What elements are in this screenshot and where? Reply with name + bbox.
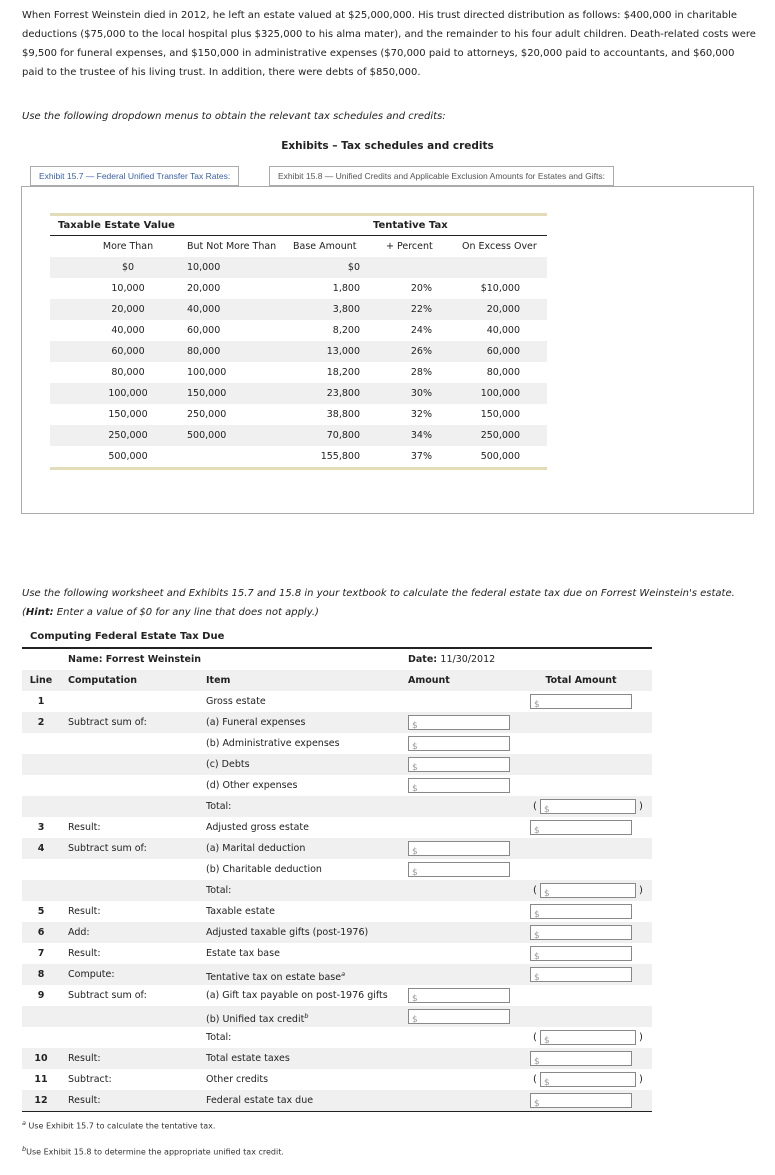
amount-input[interactable] bbox=[408, 988, 510, 1003]
cell-excess-over: 500,000 bbox=[480, 451, 520, 462]
amount-input[interactable] bbox=[408, 715, 510, 730]
computation-label: Result: bbox=[68, 948, 101, 959]
item-label bbox=[206, 1090, 313, 1111]
cell-not-more-than: 40,000 bbox=[187, 304, 221, 315]
cell-more-than: 150,000 bbox=[108, 409, 148, 420]
worksheet-row bbox=[22, 838, 652, 859]
computation-label: Subtract sum of: bbox=[68, 717, 147, 728]
cell-percent: 24% bbox=[410, 325, 432, 336]
cell-more-than: 100,000 bbox=[108, 388, 148, 399]
worksheet-row bbox=[22, 817, 652, 838]
cell-percent: 32% bbox=[410, 409, 432, 420]
rate-table-header-group bbox=[50, 216, 547, 235]
dollar-sign: $ bbox=[412, 742, 418, 752]
cell-excess-over: 250,000 bbox=[480, 430, 520, 441]
header-tentative-tax: Tentative Tax bbox=[373, 220, 448, 231]
item-text: (a) Gift tax payable on post-1976 gifts bbox=[206, 990, 388, 1001]
dropdown-instruction: Use the following dropdown menus to obtain the relevant tax schedules and credits: bbox=[22, 111, 446, 122]
close-paren: ) bbox=[639, 801, 643, 812]
dollar-sign: $ bbox=[544, 889, 550, 899]
rate-row bbox=[50, 383, 547, 404]
amount-input[interactable] bbox=[408, 757, 510, 772]
dollar-sign: $ bbox=[534, 952, 540, 962]
header-taxable-estate: Taxable Estate Value bbox=[58, 220, 175, 231]
item-label bbox=[206, 754, 250, 775]
item-text: (b) Administrative expenses bbox=[206, 738, 340, 749]
dollar-sign: $ bbox=[544, 1036, 550, 1046]
worksheet-row bbox=[22, 922, 652, 943]
dollar-sign: $ bbox=[412, 868, 418, 878]
rate-rows bbox=[50, 257, 547, 467]
worksheet-row bbox=[22, 1090, 652, 1111]
cell-excess-over: 20,000 bbox=[486, 304, 520, 315]
item-label bbox=[206, 943, 280, 964]
dollar-sign: $ bbox=[534, 931, 540, 941]
item-text: Total: bbox=[206, 885, 232, 896]
close-paren: ) bbox=[639, 885, 643, 896]
cell-base-amount: 70,800 bbox=[326, 430, 360, 441]
amount-input[interactable] bbox=[408, 862, 510, 877]
cell-not-more-than: 80,000 bbox=[187, 346, 221, 357]
amount-input[interactable] bbox=[408, 841, 510, 856]
header-item: Item bbox=[206, 675, 231, 686]
name-label: Name: Forrest Weinstein bbox=[68, 654, 202, 665]
cell-excess-over: 60,000 bbox=[486, 346, 520, 357]
cell-excess-over: $10,000 bbox=[480, 283, 520, 294]
item-text: Adjusted taxable gifts (post-1976) bbox=[206, 927, 369, 938]
dollar-sign: $ bbox=[412, 721, 418, 731]
cell-base-amount: 38,800 bbox=[326, 409, 360, 420]
cell-more-than: $0 bbox=[121, 262, 135, 273]
line-number: 6 bbox=[37, 927, 45, 938]
line-number: 9 bbox=[37, 990, 45, 1001]
item-text: Adjusted gross estate bbox=[206, 822, 309, 833]
amount-input[interactable] bbox=[408, 778, 510, 793]
cell-more-than: 40,000 bbox=[111, 325, 145, 336]
cell-base-amount: 13,000 bbox=[326, 346, 360, 357]
footnote-b-text: Use Exhibit 15.8 to determine the appropriate unified tax credit. bbox=[26, 1147, 284, 1157]
footnote-marker: a bbox=[341, 970, 346, 978]
worksheet-row bbox=[22, 880, 652, 901]
line-number: 4 bbox=[37, 843, 45, 854]
cell-more-than: 250,000 bbox=[108, 430, 148, 441]
worksheet-row bbox=[22, 754, 652, 775]
total-amount-input[interactable] bbox=[530, 904, 632, 919]
worksheet-row bbox=[22, 712, 652, 733]
item-text: Gross estate bbox=[206, 696, 266, 707]
worksheet-name-row bbox=[22, 649, 652, 670]
footnote-b-mark: b bbox=[22, 1145, 27, 1153]
cell-percent: 37% bbox=[410, 451, 432, 462]
dollar-sign: $ bbox=[544, 1078, 550, 1088]
dollar-sign: $ bbox=[544, 805, 550, 815]
cell-percent: 20% bbox=[410, 283, 432, 294]
cell-excess-over: 80,000 bbox=[486, 367, 520, 378]
computation-label: Compute: bbox=[68, 969, 115, 980]
subtracted-total-input[interactable] bbox=[540, 883, 636, 898]
cell-base-amount: 155,800 bbox=[320, 451, 360, 462]
footnote-b bbox=[22, 1145, 284, 1157]
computation-label: Subtract sum of: bbox=[68, 843, 147, 854]
line-number: 8 bbox=[37, 969, 45, 980]
item-label bbox=[206, 796, 231, 817]
item-label bbox=[206, 880, 231, 901]
cell-more-than: 500,000 bbox=[108, 451, 148, 462]
item-label bbox=[206, 775, 297, 796]
cell-more-than: 60,000 bbox=[111, 346, 145, 357]
worksheet-row bbox=[22, 1006, 652, 1027]
date-value: 11/30/2012 bbox=[440, 654, 496, 665]
subtracted-total-input[interactable] bbox=[540, 799, 636, 814]
subtracted-total-input[interactable] bbox=[540, 1072, 636, 1087]
item-label bbox=[206, 1027, 231, 1048]
dollar-sign: $ bbox=[534, 826, 540, 836]
cell-not-more-than: 20,000 bbox=[187, 283, 221, 294]
item-label bbox=[206, 859, 322, 880]
open-paren: ( bbox=[533, 885, 537, 896]
computation-label: Result: bbox=[68, 1095, 101, 1106]
footnote-marker: b bbox=[304, 1012, 309, 1020]
dollar-sign: $ bbox=[534, 1099, 540, 1109]
header-more-than: More Than bbox=[102, 241, 154, 252]
open-paren: ( bbox=[533, 801, 537, 812]
table-bottom-rule bbox=[50, 467, 547, 470]
open-paren: ( bbox=[533, 1074, 537, 1085]
dollar-sign: $ bbox=[412, 763, 418, 773]
dollar-sign: $ bbox=[412, 784, 418, 794]
footnote-a bbox=[22, 1119, 215, 1131]
total-amount-input[interactable] bbox=[530, 1093, 632, 1108]
cell-not-more-than: 500,000 bbox=[187, 430, 227, 441]
date-label bbox=[408, 649, 495, 670]
line-number: 7 bbox=[37, 948, 45, 959]
tab-exhibit-15-7[interactable]: Exhibit 15.7 — Federal Unified Transfer Tax Rates: bbox=[30, 166, 239, 186]
item-text: Tentative tax on estate base bbox=[206, 972, 342, 984]
line-number: 5 bbox=[37, 906, 45, 917]
item-text: (b) Unified tax credit bbox=[206, 1014, 305, 1026]
worksheet-row bbox=[22, 1069, 652, 1090]
hint-label: Hint: bbox=[25, 607, 54, 618]
rate-row bbox=[50, 446, 547, 467]
total-amount-input[interactable] bbox=[530, 946, 632, 961]
cell-not-more-than: 250,000 bbox=[187, 409, 227, 420]
worksheet-header-row bbox=[22, 670, 652, 691]
open-paren: ( bbox=[533, 1032, 537, 1043]
dollar-sign: $ bbox=[534, 1057, 540, 1067]
computation-label: Subtract sum of: bbox=[68, 990, 147, 1001]
dollar-sign: $ bbox=[412, 847, 418, 857]
footnote-a-mark: a bbox=[22, 1119, 26, 1127]
total-amount-input[interactable] bbox=[530, 967, 632, 982]
rate-row bbox=[50, 404, 547, 425]
cell-percent: 34% bbox=[410, 430, 432, 441]
dollar-sign: $ bbox=[534, 910, 540, 920]
footnote-a-text: Use Exhibit 15.7 to calculate the tentative tax. bbox=[25, 1121, 216, 1131]
cell-not-more-than: 150,000 bbox=[187, 388, 227, 399]
header-excess-over: On Excess Over bbox=[462, 241, 537, 252]
cell-percent: 30% bbox=[410, 388, 432, 399]
cell-excess-over: 100,000 bbox=[480, 388, 520, 399]
line-number: 11 bbox=[34, 1074, 48, 1085]
date-label-text: Date: bbox=[408, 654, 438, 665]
cell-base-amount: $0 bbox=[347, 262, 360, 273]
rate-table-column-headers bbox=[50, 235, 547, 257]
item-label bbox=[206, 901, 275, 922]
close-paren: ) bbox=[639, 1032, 643, 1043]
header-base-amount: Base Amount bbox=[293, 241, 357, 252]
computation-label: Result: bbox=[68, 906, 101, 917]
amount-input[interactable] bbox=[408, 1009, 510, 1024]
item-text: Taxable estate bbox=[206, 906, 275, 917]
item-text: (b) Charitable deduction bbox=[206, 864, 322, 875]
item-text: Federal estate tax due bbox=[206, 1095, 314, 1106]
worksheet-row bbox=[22, 943, 652, 964]
item-label bbox=[206, 1048, 290, 1069]
item-label bbox=[206, 712, 305, 733]
header-line: Line bbox=[29, 675, 53, 686]
worksheet-row bbox=[22, 901, 652, 922]
rate-row bbox=[50, 425, 547, 446]
dollar-sign: $ bbox=[534, 700, 540, 710]
tab-exhibit-15-8[interactable]: Exhibit 15.8 — Unified Credits and Applicable Exclusion Amounts for Estates and Gifts: bbox=[269, 166, 614, 186]
worksheet-instruction bbox=[22, 584, 757, 622]
cell-base-amount: 3,800 bbox=[332, 304, 360, 315]
worksheet-row bbox=[22, 1027, 652, 1048]
worksheet-row bbox=[22, 796, 652, 817]
header-percent: + Percent bbox=[386, 241, 433, 252]
worksheet-row bbox=[22, 691, 652, 712]
dollar-sign: $ bbox=[412, 994, 418, 1004]
cell-not-more-than: 100,000 bbox=[187, 367, 227, 378]
close-paren: ) bbox=[639, 1074, 643, 1085]
worksheet-row bbox=[22, 775, 652, 796]
header-not-more-than: But Not More Than bbox=[187, 241, 277, 252]
item-text: Total estate taxes bbox=[206, 1053, 290, 1064]
header-amount: Amount bbox=[408, 675, 450, 686]
cell-excess-over: 150,000 bbox=[480, 409, 520, 420]
rate-row bbox=[50, 320, 547, 341]
item-text: (c) Debts bbox=[206, 759, 250, 770]
computation-label: Result: bbox=[68, 1053, 101, 1064]
worksheet-row bbox=[22, 964, 652, 985]
item-label bbox=[206, 691, 266, 712]
cell-base-amount: 8,200 bbox=[332, 325, 360, 336]
item-text: Other credits bbox=[206, 1074, 269, 1085]
exhibits-title: Exhibits – Tax schedules and credits bbox=[281, 140, 494, 152]
cell-more-than: 20,000 bbox=[111, 304, 145, 315]
item-text: (d) Other expenses bbox=[206, 780, 298, 791]
cell-percent: 26% bbox=[410, 346, 432, 357]
line-number: 10 bbox=[34, 1053, 48, 1064]
cell-base-amount: 18,200 bbox=[326, 367, 360, 378]
item-label bbox=[206, 817, 309, 838]
worksheet-row bbox=[22, 733, 652, 754]
total-amount-input[interactable] bbox=[530, 1051, 632, 1066]
problem-statement: When Forrest Weinstein died in 2012, he left an estate valued at $25,000,000. His trust directed distribution as follows: $400,000 in charitable deductions ($75,000 to the local hospital plus $325,000 to his alma mater), and the remainder to his four adult children. Death-related costs were $9,500 for funeral expenses, and $150,000 in administrative expenses ($70,000 paid to attorneys, $20,000 paid to accountants, and $60,000 paid to the trustee of his living trust. In addition, there were debts of $850,000. bbox=[22, 10, 756, 78]
hint-text: Enter a value of $0 for any line that does not apply.) bbox=[53, 607, 319, 618]
line-number: 3 bbox=[37, 822, 45, 833]
line-number: 1 bbox=[37, 696, 45, 707]
item-text: (a) Funeral expenses bbox=[206, 717, 306, 728]
total-amount-input[interactable] bbox=[530, 694, 632, 709]
tax-rate-table bbox=[50, 213, 547, 470]
cell-more-than: 10,000 bbox=[111, 283, 145, 294]
item-label bbox=[206, 733, 340, 754]
total-amount-input[interactable] bbox=[530, 820, 632, 835]
subtracted-total-input[interactable] bbox=[540, 1030, 636, 1045]
worksheet-row bbox=[22, 859, 652, 880]
rate-row bbox=[50, 362, 547, 383]
rate-row bbox=[50, 299, 547, 320]
worksheet-title: Computing Federal Estate Tax Due bbox=[30, 631, 225, 642]
cell-base-amount: 1,800 bbox=[332, 283, 360, 294]
item-text: Estate tax base bbox=[206, 948, 280, 959]
item-text: Total: bbox=[206, 1032, 232, 1043]
total-amount-input[interactable] bbox=[530, 925, 632, 940]
rate-row bbox=[50, 341, 547, 362]
worksheet-row bbox=[22, 985, 652, 1006]
cell-excess-over: 40,000 bbox=[486, 325, 520, 336]
computation-label: Subtract: bbox=[68, 1074, 112, 1085]
cell-not-more-than: 60,000 bbox=[187, 325, 221, 336]
item-label bbox=[206, 1069, 268, 1090]
worksheet-rows bbox=[22, 691, 652, 1111]
cell-not-more-than: 10,000 bbox=[187, 262, 221, 273]
item-text: (a) Marital deduction bbox=[206, 843, 306, 854]
cell-more-than: 80,000 bbox=[111, 367, 145, 378]
item-label bbox=[206, 922, 368, 943]
item-label bbox=[206, 985, 388, 1006]
computation-label: Result: bbox=[68, 822, 101, 833]
dollar-sign: $ bbox=[412, 1015, 418, 1025]
header-computation: Computation bbox=[68, 675, 138, 686]
rate-row bbox=[50, 278, 547, 299]
cell-base-amount: 23,800 bbox=[326, 388, 360, 399]
computation-label: Add: bbox=[68, 927, 90, 938]
instruction-text: Use the following worksheet and Exhibits 15.7 and 15.8 in your textbook to calculate the federal estate tax due on Forrest Weinstein's estate. ( bbox=[22, 588, 735, 618]
dollar-sign: $ bbox=[534, 973, 540, 983]
line-number: 2 bbox=[37, 717, 45, 728]
item-label bbox=[206, 838, 305, 859]
cell-percent: 22% bbox=[410, 304, 432, 315]
worksheet-bottom-rule bbox=[22, 1111, 652, 1112]
rate-row bbox=[50, 257, 547, 278]
amount-input[interactable] bbox=[408, 736, 510, 751]
line-number: 12 bbox=[34, 1095, 48, 1106]
header-total-amount: Total Amount bbox=[545, 675, 617, 686]
cell-percent: 28% bbox=[410, 367, 432, 378]
worksheet-row bbox=[22, 1048, 652, 1069]
item-text: Total: bbox=[206, 801, 232, 812]
estate-tax-worksheet bbox=[22, 647, 652, 1112]
